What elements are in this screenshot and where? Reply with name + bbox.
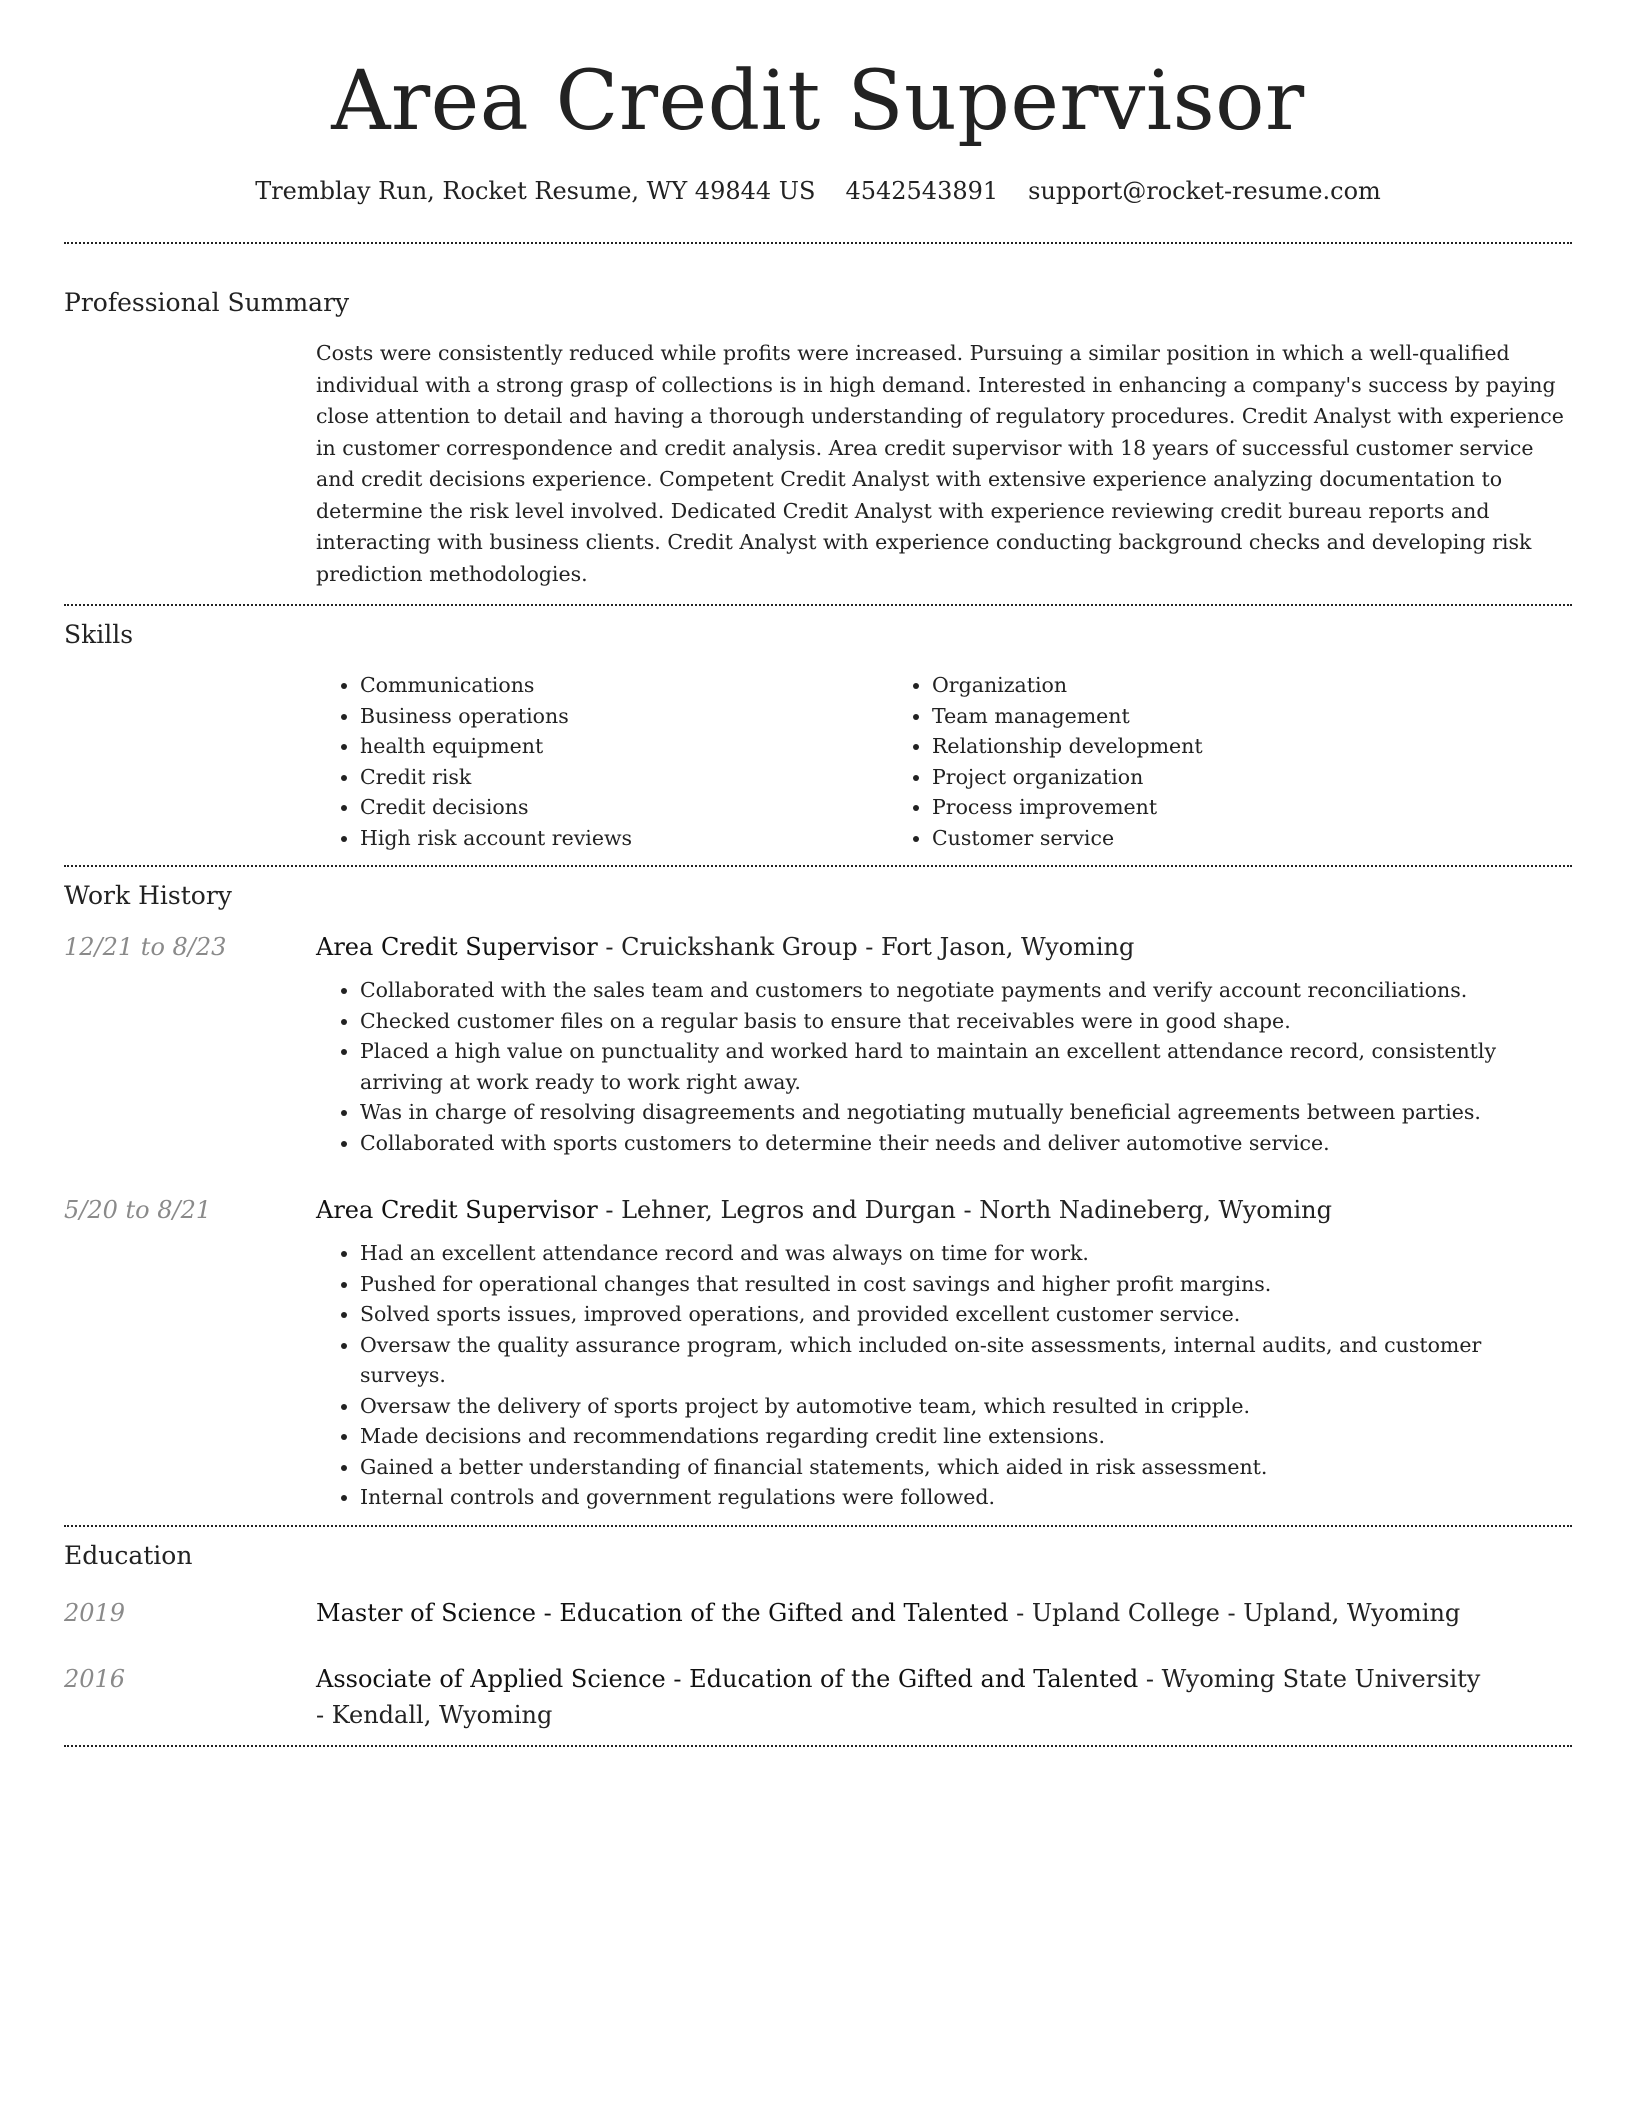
job-dates: 5/20 to 8/21 [64, 1196, 212, 1224]
section-divider [64, 604, 1572, 606]
skill-item: • Business operations [360, 701, 888, 732]
job-bullets [316, 975, 1572, 1158]
resume-name: Area Credit Supervisor [331, 54, 1305, 149]
skill-item: • Credit risk [360, 762, 888, 793]
contact-address: Tremblay Run, Rocket Resume, WY 49844 US [255, 177, 816, 205]
job-bullet: • Had an excellent attendance record and was always on time for work. [360, 1238, 1572, 1269]
job-bullet: • Internal controls and government regulations were followed. [360, 1482, 1572, 1513]
education-heading: Education [64, 1540, 193, 1570]
contact-phone: 4542543891 [845, 177, 999, 205]
skill-item: • Credit decisions [360, 792, 888, 823]
education-title [316, 1595, 1572, 1631]
skill-item: • Team management [932, 701, 1460, 732]
skill-item: • Customer service [932, 823, 1460, 854]
skills-column-right [888, 670, 1460, 853]
job-body [316, 1192, 1572, 1513]
skill-item: • health equipment [360, 731, 888, 762]
contact-line [64, 174, 1572, 208]
contact-email[interactable]: support@rocket-resume.com [1028, 177, 1381, 205]
skill-item: • Relationship development [932, 731, 1460, 762]
job-entry [64, 929, 1572, 1158]
skill-item: • Process improvement [932, 792, 1460, 823]
skills-column-left [316, 670, 888, 853]
job-bullet: • Placed a high value on punctuality and worked hard to maintain an excellent attendance record, consistently arriving at work ready to work right away. [360, 1036, 1572, 1097]
education-degree: Associate of Applied Science - Education of the Gifted and Talented [316, 1664, 1139, 1693]
skill-item: • High risk account reviews [360, 823, 888, 854]
education-title [316, 1661, 1572, 1733]
job-position: Area Credit Supervisor [316, 1196, 598, 1224]
section-divider [64, 242, 1572, 244]
summary-text: Costs were consistently reduced while profits were increased. Pursuing a similar position in which a well-qualified individual with a strong grasp of collections is in high demand. Interested in enhancing a company's success by paying close attention to detail and having a thorough understanding of regulatory procedures. Credit Analyst with experience in customer correspondence and credit analysis. Area credit supervisor with 18 years of successful customer service and credit decisions experience. Competent Credit Analyst with extensive experience analyzing documentation to determine the risk level involved. Dedicated Credit Analyst with experience reviewing credit bureau reports and interacting with business clients. Credit Analyst with experience conducting background checks and developing risk prediction methodologies. [316, 341, 1564, 586]
education-entry [64, 1661, 1572, 1733]
job-bullet: • Oversaw the delivery of sports project by automotive team, which resulted in cripple. [360, 1391, 1572, 1422]
job-bullet: • Solved sports issues, improved operations, and provided excellent customer service. [360, 1299, 1572, 1330]
job-bullet: • Collaborated with sports customers to determine their needs and deliver automotive service. [360, 1128, 1572, 1159]
skill-item: • Project organization [932, 762, 1460, 793]
section-divider [64, 1745, 1572, 1747]
section-divider [64, 1525, 1572, 1527]
spacer [64, 1733, 1572, 1745]
job-bullet: • Made decisions and recommendations regarding credit line extensions. [360, 1421, 1572, 1452]
skills-list [316, 670, 1572, 865]
skill-item: • Organization [932, 670, 1460, 701]
education-year: 2019 [64, 1598, 126, 1627]
job-bullets [316, 1238, 1572, 1513]
education-school-location: - Upland College - Upland, Wyoming [1008, 1598, 1461, 1627]
job-body [316, 929, 1572, 1158]
job-company-location: - Lehner, Legros and Durgan - North Nadineberg, Wyoming [597, 1196, 1332, 1224]
skills-heading: Skills [64, 620, 134, 649]
job-entry [64, 1192, 1572, 1513]
skill-item: • Communications [360, 670, 888, 701]
job-position: Area Credit Supervisor [316, 933, 598, 961]
job-company-location: - Cruickshank Group - Fort Jason, Wyoming [597, 933, 1135, 961]
job-title [316, 1192, 1572, 1228]
job-title [316, 929, 1572, 965]
education-entry [64, 1595, 1572, 1631]
spacer [64, 1513, 1572, 1525]
education-degree: Master of Science - Education of the Gifted and Talented [316, 1598, 1009, 1627]
job-bullet: • Collaborated with the sales team and customers to negotiate payments and verify account reconciliations. [360, 975, 1572, 1006]
work-heading: Work History [64, 881, 232, 910]
job-dates: 12/21 to 8/23 [64, 933, 227, 961]
section-divider [64, 865, 1572, 867]
job-bullet: • Pushed for operational changes that resulted in cost savings and higher profit margins. [360, 1269, 1572, 1300]
education-year: 2016 [64, 1664, 126, 1693]
resume-page [64, 0, 1572, 1747]
job-bullet: • Checked customer files on a regular basis to ensure that receivables were in good shape. [360, 1006, 1572, 1037]
job-bullet: • Was in charge of resolving disagreements and negotiating mutually beneficial agreements between parties. [360, 1097, 1572, 1128]
job-bullet: • Gained a better understanding of financial statements, which aided in risk assessment. [360, 1452, 1572, 1483]
job-bullet: • Oversaw the quality assurance program, which included on-site assessments, internal audits, and customer surveys. [360, 1330, 1572, 1391]
education-school-location: - Wyoming State University - Kendall, Wyoming [316, 1664, 1481, 1729]
summary-heading: Professional Summary [64, 288, 350, 317]
